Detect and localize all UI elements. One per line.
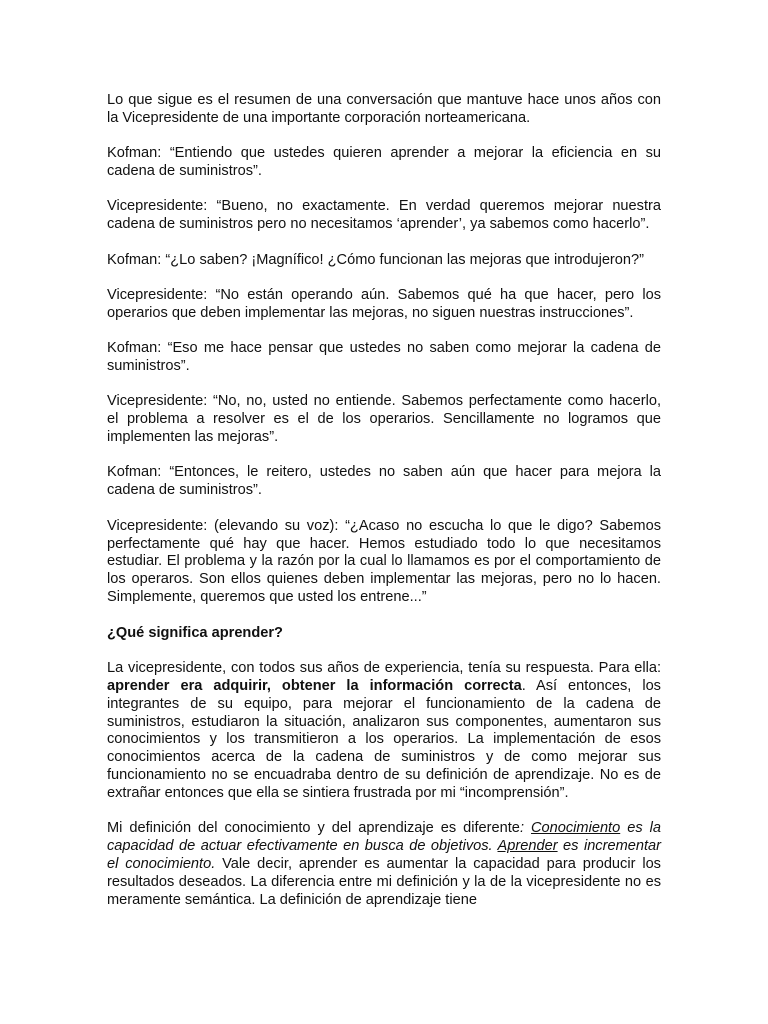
paragraph-definition-italic-1: : — [519, 820, 531, 837]
paragraph-kofman-3: Kofman: “Eso me hace pensar que ustedes no saben como mejorar la cadena de suministros”. — [107, 340, 661, 375]
paragraph-learning-bold: aprender era adquirir, obtener la información correcta — [107, 677, 522, 694]
document-page — [107, 92, 661, 927]
paragraph-vicepresidente-1: Vicepresidente: “Bueno, no exactamente. En verdad queremos mejorar nuestra cadena de suministros pero no necesitamos ‘aprender’, ya sabemos como hacerlo”. — [107, 198, 661, 233]
term-aprender: Aprender — [497, 838, 558, 855]
paragraph-vicepresidente-3: Vicepresidente: “No, no, usted no entiende. Sabemos perfectamente como hacerlo, el problema a resolver es el de los operarios. Sencillamente no logramos que implementen las mejoras”. — [107, 393, 661, 446]
paragraph-learning-text-1: La vicepresidente, con todos sus años de experiencia, tenía su respuesta. Para ella: — [107, 659, 661, 676]
paragraph-definition-italic-3: es incrementar el conocimiento. — [107, 838, 661, 873]
section-heading: ¿Qué significa aprender? — [107, 624, 283, 641]
paragraph-definition-italic-2: es la capacidad de actuar efectivamente en busca de objetivos. — [107, 820, 661, 855]
paragraph-intro: Lo que sigue es el resumen de una conversación que mantuve hace unos años con la Vicepresidente de una importante corporación norteamericana. — [107, 92, 661, 126]
paragraph-definition-text-1: Mi definición del conocimiento y del aprendizaje es diferente — [107, 820, 520, 837]
paragraph-vicepresidente-2: Vicepresidente: “No están operando aún. Sabemos qué ha que hacer, pero los operarios que deben implementar las mejoras, no siguen nuestras instrucciones”. — [107, 286, 661, 321]
paragraph-vicepresidente-4: Vicepresidente: (elevando su voz): “¿Acaso no escucha lo que le digo? Sabemos perfectamente qué hay que hacer. Hemos estudiado todo lo que necesitamos estudiar. El problema y la razón por la cual lo llamamos es por el comportamiento de los operaros. Son ellos quienes deben implementar las mejoras, pero no lo hacen. Simplemente, queremos que usted los entrene...” — [107, 517, 661, 606]
paragraph-kofman-2: Kofman: “¿Lo saben? ¡Magnífico! ¿Cómo funcionan las mejoras que introdujeron?” — [107, 251, 645, 268]
paragraph-definition — [107, 820, 661, 910]
paragraph-learning-text-2: . Así entonces, los integrantes de su equipo, para mejorar el funcionamiento de la cadena de suministros, estudiaron la situación, analizaron sus componentes, aumentaron sus conocimientos y los transmitieron a los operarios. La implementación de esos conocimientos acerca de la cadena de suministros y de como mejorar sus funcionamiento no se encuadraba dentro de su definición de aprendizaje. No es de extrañar entonces que ella se sintiera frustrada por mi “incomprensión”. — [107, 677, 661, 802]
paragraph-definition-text-2: Vale decir, aprender es aumentar la capacidad para producir los resultados deseados. La diferencia entre mi definición y la de la vicepresidente no es meramente semántica. La definición de aprendizaje tiene — [107, 856, 661, 909]
paragraph-learning — [107, 660, 661, 803]
term-conocimiento: Conocimiento — [531, 820, 621, 837]
paragraph-kofman-1: Kofman: “Entiendo que ustedes quieren aprender a mejorar la eficiencia en su cadena de suministros”. — [107, 145, 661, 180]
paragraph-kofman-4: Kofman: “Entonces, le reitero, ustedes no saben aún que hacer para mejora la cadena de suministros”. — [107, 464, 661, 499]
